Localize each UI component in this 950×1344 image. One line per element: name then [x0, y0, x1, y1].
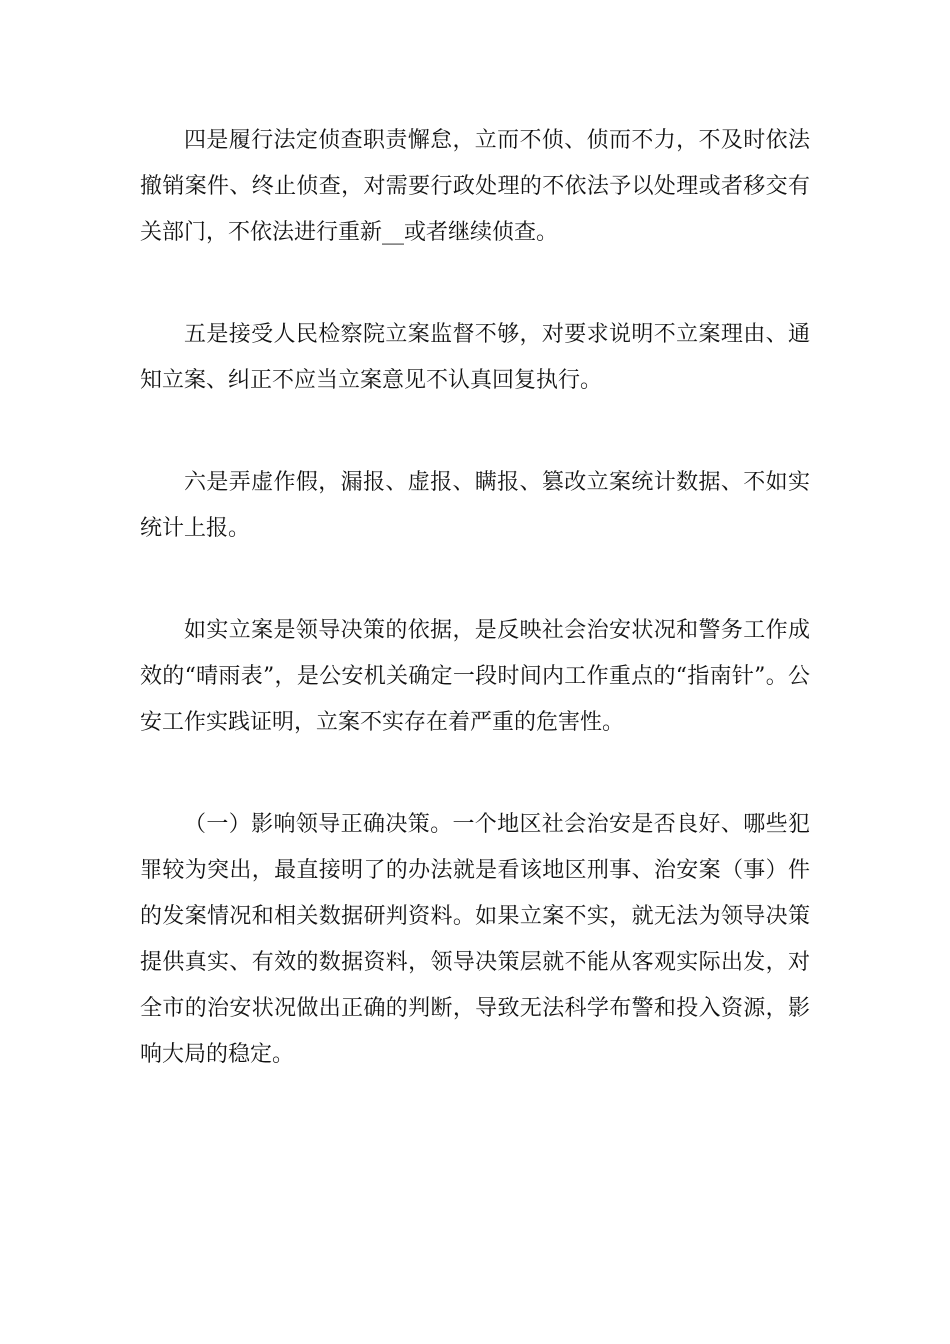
paragraph-falsified-statistics: 六是弄虚作假，漏报、虚报、瞒报、篡改立案统计数据、不如实统计上报。: [140, 470, 810, 541]
paragraph-duty-negligence: 四是履行法定侦查职责懈怠，立而不侦、侦而不力，不及时依法撤销案件、终止侦查，对需要行政处理的不依法予以处理或者移交有关部门，不依法进行重新__或者继续侦查。: [140, 128, 810, 245]
paragraph-accurate-filing-importance: 如实立案是领导决策的依据，是反映社会治安状况和警务工作成效的“晴雨表”，是公安机关确定一段时间内工作重点的“指南针”。公安工作实践证明，立案不实存在着严重的危害性。: [140, 618, 810, 735]
paragraph-procuratorate-supervision: 五是接受人民检察院立案监督不够，对要求说明不立案理由、通知立案、纠正不应当立案意见不认真回复执行。: [140, 322, 810, 393]
paragraph-leadership-decision-impact: （一）影响领导正确决策。一个地区社会治安是否良好、哪些犯罪较为突出，最直接明了的办法就是看该地区刑事、治安案（事）件的发案情况和相关数据研判资料。如果立案不实，就无法为领导决策提供真实、有效的数据资料，领导决策层就不能从客观实际出发，对全市的治安状况做出正确的判断，导致无法科学布警和投入资源，影响大局的稳定。: [140, 812, 810, 1067]
document-body: [140, 118, 810, 1078]
